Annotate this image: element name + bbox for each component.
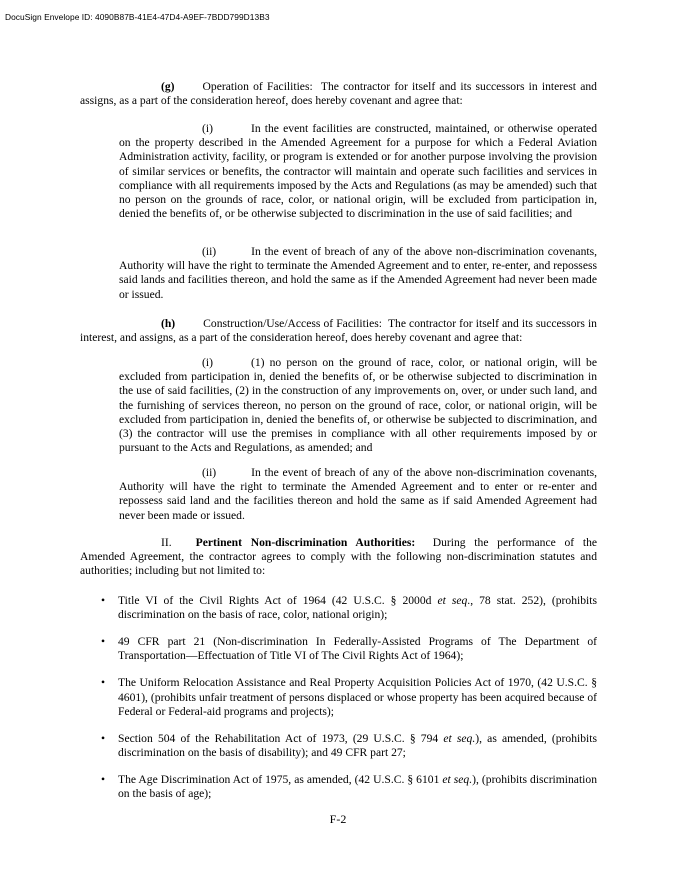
- paragraph-g-i-text: In the event facilities are constructed, maintained, or otherwise operated on the property described in the Amended Agreement for a purpose for which a Federal Aviation Administration activity, facility, or program is extended or for another purpose involving the provision of similar services or benefits, the contractor will maintain and operate such facilities and services in compliance with all requirements imposed by the Acts and Regulations (as may be amended) such that no person on the grounds of race, color, or national origin, will be excluded from participation in, denied the benefits of, or be otherwise subjected to discrimination in the use of said facilities; and: [119, 122, 597, 221]
- paragraph-h-i: [119, 356, 597, 455]
- paragraph-g-label: (g): [161, 80, 175, 93]
- paragraph-h-i-text: (1) no person on the ground of race, color, or national origin, will be excluded from participation in, denied the benefits of, or be otherwise subjected to discrimination in the use of said facilities, (2) in the construction of any improvements on, over, or under such land, and the furnishing of services thereon, no person on the ground of race, color, or national origin, will be excluded from participation in, denied the benefits of, or otherwise be subjected to discrimination, and (3) the contractor will use the premises in compliance with all other requirements imposed by or pursuant to the Acts and Regulations, as amended; and: [119, 356, 597, 455]
- page-number: F-2: [329, 812, 347, 826]
- bullet-icon: •: [101, 635, 106, 649]
- paragraph-h-i-label: (i): [202, 356, 213, 369]
- envelope-id: DocuSign Envelope ID: 4090B87B-41E4-47D4-A9EF-7BDD799D13B3: [5, 12, 270, 22]
- paragraph-g-title: Operation of Facilities:: [202, 80, 313, 93]
- paragraph-h-label: (h): [161, 317, 176, 330]
- bullet-icon: •: [101, 676, 106, 690]
- paragraph-h: [80, 317, 597, 345]
- list-item: • 49 CFR part 21 (Non-discrimination In Federally-Assisted Programs of The Department of Transportation—Effectuation of Title VI of The Civil Rights Act of 1964);: [101, 635, 597, 663]
- paragraph-h-title: Construction/Use/Access of Facilities:: [203, 317, 382, 330]
- paragraph-h-text: The contractor for itself and its successors in interest, and assigns, as a part of the consideration hereof, does hereby covenant and agree that:: [80, 317, 597, 345]
- paragraph-g: [80, 80, 597, 108]
- bullet-icon: •: [101, 594, 106, 607]
- paragraph-h-ii-label: (ii): [202, 466, 217, 479]
- list-item: • The Uniform Relocation Assistance and Real Property Acquisition Policies Act of 1970, (42 U.S.C. § 4601), (prohibits unfair treatment of persons displaced or whose property has been acquired because of Federal or Federal-aid programs and projects);: [101, 676, 597, 718]
- paragraph-g-ii-text: In the event of breach of any of the above non-discrimination covenants, Authority will have the right to terminate the Amended Agreement and to enter, re-enter, and repossess said lands and facilities thereon, and hold the same as if the Amended Agreement had never been made or issued.: [119, 245, 597, 301]
- bullet-icon: •: [101, 731, 106, 745]
- section-ii-title: Pertinent Non-discrimination Authorities:: [195, 536, 416, 549]
- list-item: • The Age Discrimination Act of 1975, as amended, (42 U.S.C. § 6101 et seq.), (prohibits discrimination on the basis of age);: [101, 773, 597, 801]
- paragraph-g-text: The contractor for itself and its successors in interest and assigns, as a part of the consideration hereof, does hereby covenant and agree that:: [80, 80, 597, 108]
- bullet-icon: •: [101, 773, 106, 787]
- section-ii-label: II.: [161, 536, 172, 549]
- section-ii: [80, 536, 597, 579]
- paragraph-h-ii-text: In the event of breach of any of the above non-discrimination covenants, Authority will have the right to terminate the Amended Agreement and to enter or re-enter and repossess said land and the facilities thereon and hold the same as if said Amended Agreement had never been made or issued.: [119, 466, 597, 522]
- list-item: • Section 504 of the Rehabilitation Act of 1973, (29 U.S.C. § 794 et seq.), as amended, (prohibits discrimination on the basis of disability); and 49 CFR part 27;: [101, 731, 597, 760]
- paragraph-h-ii: [119, 466, 597, 523]
- section-ii-text: During the performance of the Amended Agreement, the contractor agrees to comply with the following non-discrimination statutes and authorities; including but not limited to:: [80, 536, 598, 578]
- paragraph-g-i-label: (i): [202, 122, 213, 135]
- list-item: • Title VI of the Civil Rights Act of 1964 (42 U.S.C. § 2000d et seq., 78 stat. 252), (prohibits discrimination on the basis of race, color, national origin);: [101, 594, 597, 622]
- authorities-list: [101, 594, 597, 814]
- paragraph-g-i: [119, 122, 597, 221]
- paragraph-g-ii-label: (ii): [202, 245, 217, 258]
- paragraph-g-ii: [119, 245, 597, 302]
